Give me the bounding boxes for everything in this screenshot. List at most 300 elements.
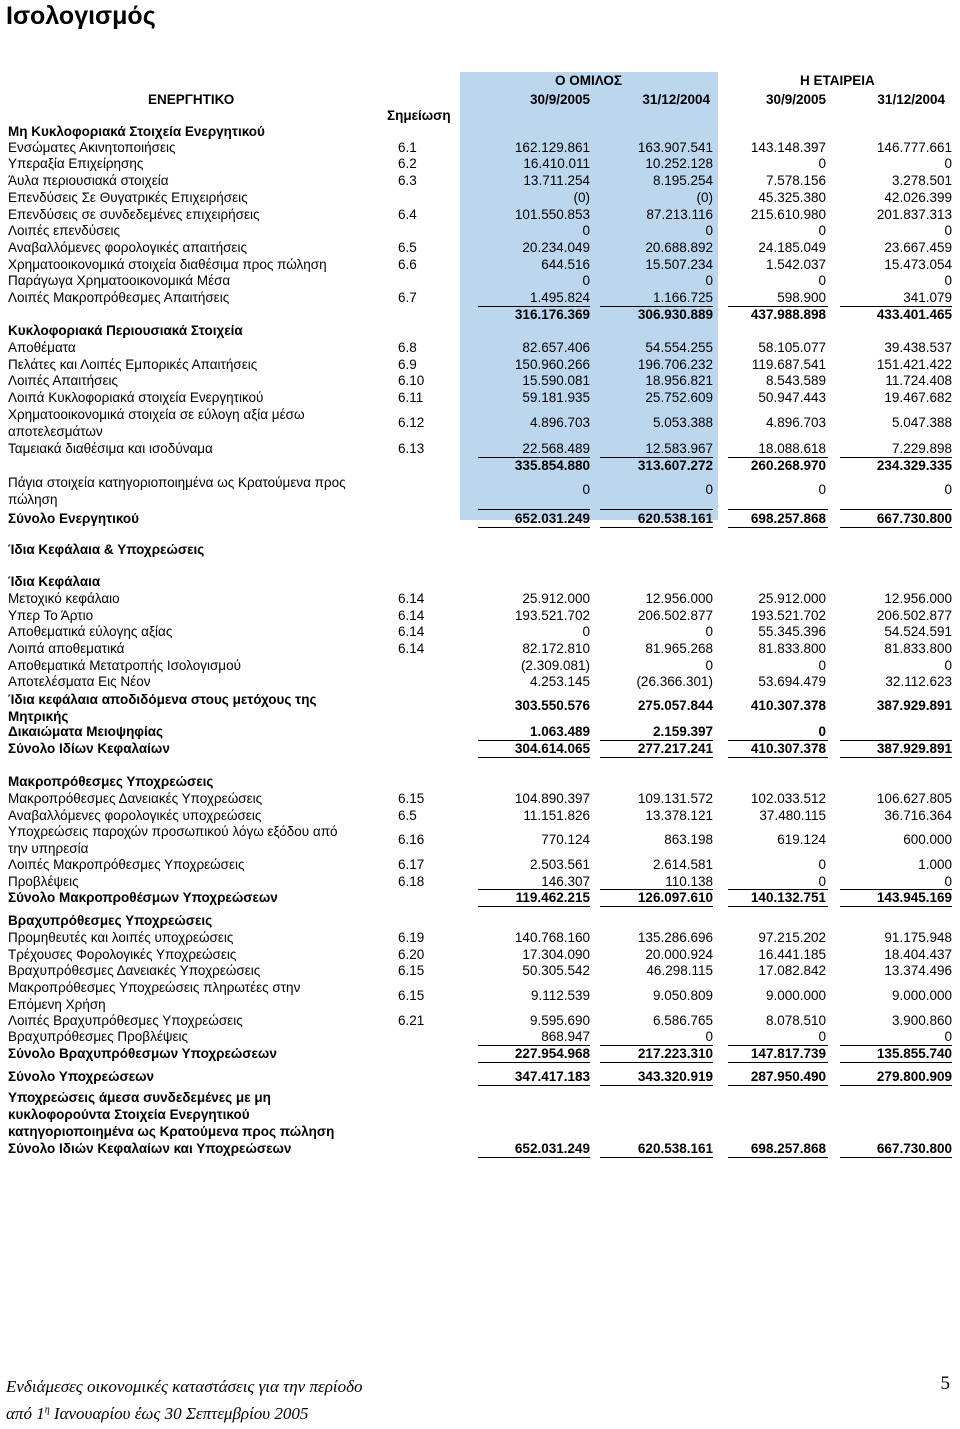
row-label: Τρέχουσες Φορολογικές Υποχρεώσεις — [8, 947, 237, 962]
row-note: 6.14 — [398, 608, 425, 623]
total-rule — [728, 1085, 828, 1086]
row-value-col1: 652.031.249 — [514, 511, 590, 526]
row-value-col4: 206.502.877 — [876, 608, 952, 623]
row-label: Μακροπρόθεσμες Υποχρεώσεις — [8, 774, 214, 789]
row-value-col2: 46.298.115 — [646, 963, 713, 978]
row-note: 6.5 — [398, 240, 417, 255]
row-label: Χρηματοοικονομικά στοιχεία διαθέσιμα προς πώληση — [8, 257, 327, 272]
row-note: 6.9 — [398, 357, 417, 372]
row-note: 6.7 — [398, 290, 417, 305]
row-label: Επενδύσεις Σε Θυγατρικές Επιχειρήσεις — [8, 190, 248, 205]
total-rule — [600, 306, 713, 307]
row-value-col4: 0 — [944, 223, 952, 238]
row-value-col3: 9.000.000 — [765, 988, 826, 1003]
row-value-col2: 217.223.310 — [637, 1046, 713, 1061]
row-value-col4: 600.000 — [903, 832, 952, 847]
total-rule — [840, 306, 952, 307]
row-value-col4: 667.730.800 — [876, 1141, 952, 1156]
row-note: 6.4 — [398, 207, 417, 222]
row-value-col4: 234.329.335 — [876, 458, 952, 473]
row-value-col4: 32.112.623 — [885, 674, 952, 689]
row-value-col2: 306.930.889 — [637, 307, 713, 322]
row-value-col3: 698.257.868 — [750, 511, 826, 526]
total-rule — [600, 740, 713, 741]
row-value-col2: 87.213.116 — [646, 207, 713, 222]
row-value-col4: 12.956.000 — [884, 591, 952, 606]
row-value-col2: 13.378.121 — [645, 808, 713, 823]
row-value-col1: 22.568.489 — [522, 441, 590, 456]
row-label: Χρηματοοικονομικά στοιχεία σε εύλογη αξία μέσω αποτελεσμάτων — [8, 407, 305, 439]
row-value-col3: 25.912.000 — [758, 591, 826, 606]
row-value-col1: 82.657.406 — [522, 340, 590, 355]
row-value-col1: 9.595.690 — [529, 1013, 590, 1028]
row-value-col4: 1.000 — [918, 857, 952, 872]
row-value-col3: 97.215.202 — [758, 930, 826, 945]
row-value-col3: 81.833.800 — [758, 641, 826, 656]
row-note: 6.15 — [398, 988, 425, 1003]
row-value-col2: 277.217.241 — [637, 741, 713, 756]
row-note: 6.2 — [398, 156, 417, 171]
total-rule — [478, 509, 590, 510]
row-value-col2: 163.907.541 — [637, 140, 713, 155]
row-value-col1: 1.495.824 — [529, 290, 590, 305]
row-value-col1: (0) — [573, 190, 590, 205]
row-value-col2: 0 — [705, 482, 713, 497]
row-value-col3: 193.521.702 — [750, 608, 826, 623]
total-rule — [478, 1062, 590, 1063]
row-value-col2: 2.614.581 — [652, 857, 713, 872]
row-value-col2: 54.554.255 — [645, 340, 713, 355]
row-value-col2: 9.050.809 — [652, 988, 713, 1003]
row-label: Σύνολο Υποχρεώσεων — [8, 1069, 155, 1084]
row-value-col3: 24.185.049 — [758, 240, 826, 255]
row-value-col2: 275.057.844 — [637, 698, 713, 713]
row-value-col3: 287.950.490 — [750, 1069, 826, 1084]
row-label: Λοιπές Μακροπρόθεσμες Απαιτήσεις — [8, 290, 230, 305]
row-label: Αποτελέσματα Εις Νέον — [8, 674, 151, 689]
row-value-col4: 19.467.682 — [884, 390, 952, 405]
row-value-col1: 101.550.853 — [514, 207, 590, 222]
row-value-col2: (26.366.301) — [636, 674, 713, 689]
row-value-col3: 698.257.868 — [750, 1141, 826, 1156]
row-value-col3: 215.610.980 — [750, 207, 826, 222]
row-value-col1: 162.129.861 — [514, 140, 590, 155]
row-note: 6.6 — [398, 257, 417, 272]
row-value-col1: 15.590.081 — [522, 373, 590, 388]
row-label: Βραχυπρόθεσμες Υποχρεώσεις — [8, 913, 213, 928]
row-value-col3: 0 — [818, 724, 826, 739]
row-value-col3: 45.325.380 — [758, 190, 826, 205]
row-value-col3: 0 — [818, 482, 826, 497]
row-value-col3: 0 — [818, 874, 826, 889]
row-value-col3: 53.694.479 — [758, 674, 826, 689]
row-value-col1: 347.417.183 — [514, 1069, 590, 1084]
total-rule — [600, 1157, 713, 1158]
row-value-col1: 303.550.576 — [514, 698, 590, 713]
row-value-col4: 13.374.496 — [884, 963, 952, 978]
total-rule — [840, 457, 952, 458]
footer-line1: Ενδιάμεσες οικονομικές καταστάσεις για την περίοδο — [6, 1377, 363, 1396]
row-label: Αποθεματικά Μετατροπής Ισολογισμού — [8, 658, 241, 673]
row-note: 6.10 — [398, 373, 425, 388]
total-rule — [728, 1062, 828, 1063]
row-value-col4: 667.730.800 — [876, 511, 952, 526]
total-rule — [728, 906, 828, 907]
row-value-col2: 126.097.610 — [637, 890, 713, 905]
row-value-col2: 863.198 — [664, 832, 713, 847]
row-value-col1: 50.305.542 — [522, 963, 590, 978]
row-note: 6.5 — [398, 808, 417, 823]
row-note: 6.14 — [398, 591, 425, 606]
total-rule — [600, 889, 713, 890]
row-value-col4: 387.929.891 — [876, 698, 952, 713]
total-rule — [478, 889, 590, 890]
row-value-col2: 25.752.609 — [645, 390, 713, 405]
row-value-col1: (2.309.081) — [520, 658, 590, 673]
total-rule — [840, 906, 952, 907]
row-label: Λοιπά αποθεματικά — [8, 641, 125, 656]
row-value-col1: 0 — [582, 223, 590, 238]
header-assets: ΕΝΕΡΓΗΤΙΚΟ — [148, 92, 235, 107]
row-label: Αποθέματα — [8, 340, 76, 355]
row-label: Βραχυπρόθεσμες Προβλέψεις — [8, 1029, 188, 1044]
row-note: 6.1 — [398, 140, 417, 155]
total-rule — [840, 889, 952, 890]
row-label: Σύνολο Ιδίων Κεφαλαίων — [8, 741, 170, 756]
row-label: Μετοχικό κεφάλαιο — [8, 591, 120, 606]
row-value-col4: 341.079 — [903, 290, 952, 305]
row-label: Αποθεματικά εύλογης αξίας — [8, 624, 173, 639]
row-value-col3: 58.105.077 — [758, 340, 826, 355]
row-label: Ενσώματες Ακινητοποιήσεις — [8, 140, 176, 155]
row-value-col3: 0 — [818, 223, 826, 238]
row-value-col2: 343.320.919 — [637, 1069, 713, 1084]
total-rule — [600, 527, 713, 528]
row-note: 6.17 — [398, 857, 425, 872]
row-value-col1: 0 — [582, 624, 590, 639]
row-value-col4: 0 — [944, 482, 952, 497]
total-rule — [728, 757, 828, 758]
row-value-col2: 12.956.000 — [645, 591, 713, 606]
row-value-col1: 140.768.160 — [514, 930, 590, 945]
row-value-col1: 227.954.968 — [514, 1046, 590, 1061]
row-label: Μακροπρόθεσμες Υποχρεώσεις πληρωτέες στην Επόμενη Χρήση — [8, 980, 301, 1012]
row-value-col1: 9.112.539 — [530, 988, 590, 1003]
row-value-col2: 109.131.572 — [637, 791, 713, 806]
row-label: Προβλέψεις — [8, 874, 79, 889]
total-rule — [728, 457, 828, 458]
row-value-col4: 146.777.661 — [876, 140, 952, 155]
header-col2: 31/12/2004 — [642, 92, 710, 107]
row-label: Πελάτες και Λοιπές Εμπορικές Απαιτήσεις — [8, 357, 258, 372]
total-rule — [840, 1085, 952, 1086]
total-rule — [600, 1085, 713, 1086]
total-rule — [478, 1157, 590, 1158]
row-value-col4: 143.945.169 — [876, 890, 952, 905]
row-note: 6.14 — [398, 624, 425, 639]
row-value-col3: 37.480.115 — [759, 808, 826, 823]
row-value-col3: 102.033.512 — [750, 791, 826, 806]
total-rule — [840, 740, 952, 741]
total-rule — [478, 306, 590, 307]
row-value-col1: 1.063.489 — [529, 724, 590, 739]
row-value-col3: 119.687.541 — [751, 357, 826, 372]
footer-line2 — [6, 1404, 308, 1424]
footer-line2-sup: η — [44, 1404, 50, 1416]
row-label: Υπεραξία Επιχείρησης — [8, 156, 144, 171]
row-value-col1: 0 — [582, 273, 590, 288]
row-value-col3: 437.988.898 — [750, 307, 826, 322]
row-value-col3: 4.896.703 — [765, 415, 826, 430]
row-value-col3: 0 — [818, 658, 826, 673]
row-value-col4: 7.229.898 — [891, 441, 952, 456]
row-value-col3: 8.078.510 — [765, 1013, 826, 1028]
row-value-col4: 433.401.465 — [876, 307, 952, 322]
row-value-col4: 3.900.860 — [891, 1013, 952, 1028]
row-value-col3: 0 — [818, 1029, 826, 1044]
row-label: Σύνολο Ιδιών Κεφαλαίων και Υποχρεώσεων — [8, 1141, 292, 1156]
total-rule — [840, 1062, 952, 1063]
row-value-col3: 140.132.751 — [750, 890, 826, 905]
total-rule — [478, 527, 590, 528]
row-label: Λοιπές επενδύσεις — [8, 223, 120, 238]
row-note: 6.3 — [398, 173, 417, 188]
row-value-col1: 652.031.249 — [514, 1141, 590, 1156]
row-value-col1: 0 — [582, 482, 590, 497]
row-value-col2: 20.688.892 — [645, 240, 713, 255]
row-note: 6.15 — [398, 791, 425, 806]
row-value-col3: 147.817.739 — [750, 1046, 826, 1061]
row-value-col1: 16.410.011 — [523, 156, 590, 171]
total-rule — [600, 906, 713, 907]
row-label: Προμηθευτές και λοιπές υποχρεώσεις — [8, 930, 234, 945]
row-value-col3: 0 — [818, 273, 826, 288]
row-value-col4: 81.833.800 — [884, 641, 952, 656]
row-value-col3: 410.307.378 — [750, 698, 826, 713]
row-value-col2: 313.607.272 — [637, 458, 713, 473]
row-note: 6.8 — [398, 340, 417, 355]
row-value-col1: 13.711.254 — [523, 173, 590, 188]
row-label: Παράγωγα Χρηματοοικονομικά Μέσα — [8, 273, 231, 288]
row-label: Λοιπές Απαιτήσεις — [8, 373, 118, 388]
row-label: Κυκλοφοριακά Περιουσιακά Στοιχεία — [8, 323, 243, 338]
row-label: Ίδια Κεφάλαια & Υποχρεώσεις — [8, 542, 205, 557]
row-value-col4: 0 — [944, 156, 952, 171]
header-company: Η ΕΤΑΙΡΕΙΑ — [800, 73, 875, 88]
header-col1: 30/9/2005 — [529, 92, 590, 107]
row-label: Μακροπρόθεσμες Δανειακές Υποχρεώσεις — [8, 791, 263, 806]
row-value-col4: 135.855.740 — [876, 1046, 952, 1061]
row-value-col2: 620.538.161 — [637, 1141, 713, 1156]
row-value-col2: 620.538.161 — [637, 511, 713, 526]
row-note: 6.14 — [398, 641, 425, 656]
footer-line2-post: Ιανουαρίου έως 30 Σεπτεμβρίου 2005 — [49, 1404, 309, 1423]
total-rule — [728, 527, 828, 528]
row-value-col4: 39.438.537 — [884, 340, 952, 355]
row-label: Αναβαλλόμενες φορολογικές απαιτήσεις — [8, 240, 247, 255]
row-label: Υπερ Το Άρτιο — [8, 608, 94, 623]
row-value-col1: 150.960.266 — [514, 357, 590, 372]
row-value-col1: 119.462.215 — [515, 890, 590, 905]
header-group: Ο ΟΜΙΛΟΣ — [555, 73, 622, 88]
row-value-col3: 17.082.842 — [758, 963, 826, 978]
row-value-col4: 387.929.891 — [876, 741, 952, 756]
row-value-col2: 6.586.765 — [652, 1013, 713, 1028]
header-note: Σημείωση — [387, 108, 451, 123]
row-value-col1: 4.253.145 — [529, 674, 590, 689]
row-value-col4: 9.000.000 — [891, 988, 952, 1003]
row-value-col2: 0 — [705, 624, 713, 639]
row-value-col4: 18.404.437 — [884, 947, 952, 962]
row-value-col2: 135.286.696 — [637, 930, 713, 945]
row-note: 6.19 — [398, 930, 425, 945]
row-note: 6.15 — [398, 963, 425, 978]
row-value-col2: 0 — [705, 223, 713, 238]
row-value-col1: 20.234.049 — [522, 240, 590, 255]
total-rule — [600, 1045, 713, 1046]
row-label: Σύνολο Μακροπροθέσμων Υποχρεώσεων — [8, 890, 278, 905]
row-label: Υποχρεώσεις παροχών προσωπικού λόγω εξόδου από την υπηρεσία — [8, 824, 338, 856]
footer-line2-pre: από 1 — [6, 1404, 45, 1423]
total-rule — [728, 740, 828, 741]
row-note: 6.16 — [398, 832, 425, 847]
row-note: 6.11 — [398, 390, 424, 405]
row-value-col2: (0) — [696, 190, 713, 205]
total-rule — [600, 509, 713, 510]
row-label: Ταμειακά διαθέσιμα και ισοδύναμα — [8, 441, 213, 456]
row-label: Ίδια Κεφάλαια — [8, 574, 101, 589]
row-value-col4: 0 — [944, 874, 952, 889]
header-col4: 31/12/2004 — [877, 92, 945, 107]
row-value-col1: 316.176.369 — [514, 307, 590, 322]
total-rule — [728, 306, 828, 307]
row-value-col3: 8.543.589 — [765, 373, 826, 388]
row-value-col2: 10.252.128 — [645, 156, 713, 171]
row-value-col4: 279.800.909 — [876, 1069, 952, 1084]
row-label: Υποχρεώσεις άμεσα συνδεδεμένες με μη κυκλοφορούντα Στοιχεία Ενεργητικού κατηγοριοποιημένα ως Κρατούμενα προς πώληση — [8, 1090, 335, 1139]
total-rule — [840, 509, 952, 510]
row-value-col4: 201.837.313 — [876, 207, 952, 222]
row-value-col1: 104.890.397 — [514, 791, 590, 806]
total-rule — [840, 757, 952, 758]
page-number: 5 — [940, 1373, 950, 1394]
row-value-col4: 23.667.459 — [884, 240, 952, 255]
row-value-col2: 8.195.254 — [652, 173, 713, 188]
row-label: Σύνολο Ενεργητικού — [8, 511, 140, 526]
row-value-col2: 110.138 — [665, 874, 713, 889]
row-note: 6.18 — [398, 874, 425, 889]
row-note: 6.12 — [398, 415, 425, 430]
row-value-col4: 106.627.805 — [876, 791, 952, 806]
row-value-col3: 50.947.443 — [758, 390, 826, 405]
total-rule — [478, 457, 590, 458]
row-value-col1: 193.521.702 — [514, 608, 590, 623]
row-value-col4: 5.047.388 — [891, 415, 952, 430]
total-rule — [600, 1062, 713, 1063]
row-value-col3: 410.307.378 — [750, 741, 826, 756]
row-value-col3: 1.542.037 — [765, 257, 826, 272]
row-value-col3: 16.441.185 — [758, 947, 826, 962]
row-value-col2: 0 — [705, 273, 713, 288]
row-value-col4: 54.524.591 — [884, 624, 952, 639]
row-value-col4: 36.716.364 — [884, 808, 952, 823]
row-value-col2: 0 — [705, 1029, 713, 1044]
row-label: Επενδύσεις σε συνδεδεμένες επιχειρήσεις — [8, 207, 260, 222]
total-rule — [728, 1157, 828, 1158]
row-value-col4: 91.175.948 — [884, 930, 952, 945]
row-value-col4: 11.724.408 — [885, 373, 952, 388]
row-value-col2: 206.502.877 — [637, 608, 713, 623]
row-value-col3: 0 — [818, 156, 826, 171]
row-label: Αναβαλλόμενες φορολογικές υποχρεώσεις — [8, 808, 262, 823]
row-label: Βραχυπρόθεσμες Δανειακές Υποχρεώσεις — [8, 963, 261, 978]
row-label: Σύνολο Βραχυπρόθεσμων Υποχρεώσεων — [8, 1046, 277, 1061]
row-value-col4: 15.473.054 — [884, 257, 952, 272]
row-value-col2: 81.965.268 — [645, 641, 713, 656]
row-value-col4: 0 — [944, 1029, 952, 1044]
row-value-col3: 619.124 — [777, 832, 826, 847]
total-rule — [728, 509, 828, 510]
row-value-col1: 868.947 — [541, 1029, 590, 1044]
row-value-col2: 0 — [705, 658, 713, 673]
row-value-col2: 20.000.924 — [645, 947, 713, 962]
row-value-col3: 143.148.397 — [750, 140, 826, 155]
row-value-col1: 4.896.703 — [529, 415, 590, 430]
total-rule — [478, 740, 590, 741]
row-value-col2: 5.053.388 — [652, 415, 713, 430]
row-value-col1: 770.124 — [541, 832, 590, 847]
row-label: Λοιπές Μακροπρόθεσμες Υποχρεώσεις — [8, 857, 245, 872]
row-value-col1: 17.304.090 — [522, 947, 590, 962]
total-rule — [478, 1085, 590, 1086]
total-rule — [728, 1045, 828, 1046]
row-value-col2: 196.706.232 — [637, 357, 713, 372]
total-rule — [478, 906, 590, 907]
row-value-col4: 0 — [944, 273, 952, 288]
total-rule — [840, 1045, 952, 1046]
total-rule — [478, 757, 590, 758]
row-value-col3: 7.578.156 — [765, 173, 826, 188]
row-value-col2: 1.166.725 — [652, 290, 713, 305]
row-value-col1: 644.516 — [541, 257, 590, 272]
row-value-col1: 2.503.561 — [529, 857, 590, 872]
row-label: Λοιπές Βραχυπρόθεσμες Υποχρεώσεις — [8, 1013, 243, 1028]
total-rule — [840, 1157, 952, 1158]
row-note: 6.21 — [398, 1013, 425, 1028]
row-value-col2: 15.507.234 — [645, 257, 713, 272]
row-note: 6.13 — [398, 441, 425, 456]
row-note: 6.20 — [398, 947, 425, 962]
row-value-col1: 11.151.826 — [523, 808, 590, 823]
row-value-col1: 59.181.935 — [522, 390, 590, 405]
row-value-col3: 0 — [818, 857, 826, 872]
row-label: Δικαιώματα Μειοψηφίας — [8, 724, 164, 739]
page-title: Ισολογισμός — [6, 2, 156, 30]
row-value-col4: 0 — [944, 658, 952, 673]
row-value-col1: 335.854.880 — [514, 458, 590, 473]
header-col3: 30/9/2005 — [765, 92, 826, 107]
row-label: Πάγια στοιχεία κατηγοριοποιημένα ως Κρατούμενα προς πώληση — [8, 475, 346, 507]
row-label: Μη Κυκλοφοριακά Στοιχεία Ενεργητικού — [8, 124, 265, 139]
row-value-col4: 3.278.501 — [891, 173, 952, 188]
row-label: Ίδια κεφάλαια αποδιδόμενα στους μετόχους της Μητρικής — [8, 692, 317, 724]
total-rule — [600, 457, 713, 458]
row-value-col1: 25.912.000 — [522, 591, 590, 606]
row-value-col4: 151.421.422 — [876, 357, 952, 372]
row-value-col3: 55.345.396 — [758, 624, 826, 639]
total-rule — [840, 527, 952, 528]
row-value-col2: 12.583.967 — [645, 441, 713, 456]
